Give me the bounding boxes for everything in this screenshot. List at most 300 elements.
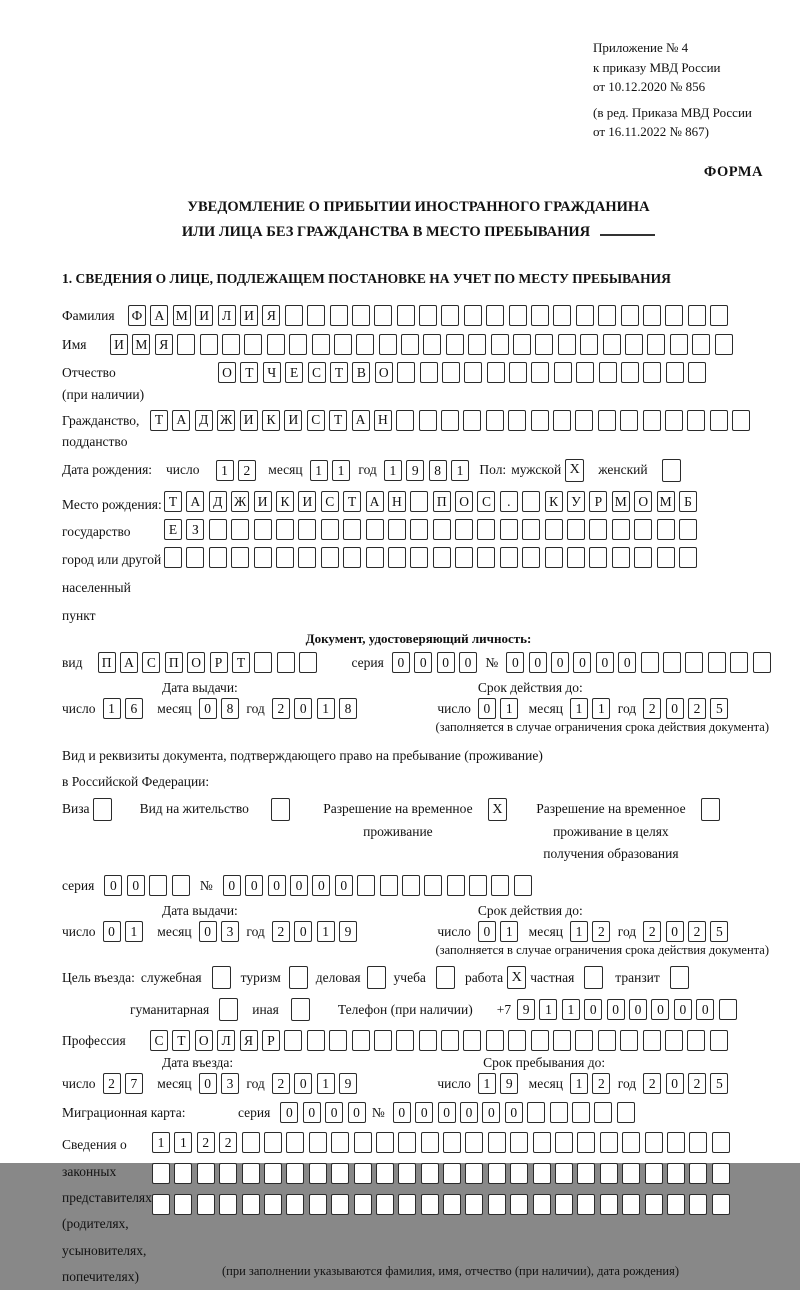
char-cell[interactable]: 0 <box>335 875 353 896</box>
char-cell[interactable] <box>354 1132 372 1153</box>
char-cell[interactable]: 0 <box>414 652 432 673</box>
char-cell[interactable] <box>331 1132 349 1153</box>
char-cell[interactable] <box>535 334 553 355</box>
char-cell[interactable] <box>589 547 607 568</box>
char-cell[interactable]: Р <box>589 491 607 512</box>
char-cell[interactable] <box>620 1030 638 1051</box>
char-cell[interactable] <box>689 1194 707 1215</box>
char-cell[interactable] <box>555 1163 573 1184</box>
char-cell[interactable]: 0 <box>478 698 496 719</box>
char-cell[interactable] <box>331 1163 349 1184</box>
char-cell[interactable] <box>486 305 504 326</box>
char-cell[interactable] <box>500 519 518 540</box>
char-cell[interactable] <box>603 334 621 355</box>
char-cell[interactable] <box>277 652 295 673</box>
char-cell[interactable] <box>397 305 415 326</box>
char-cell[interactable] <box>174 1194 192 1215</box>
char-cell[interactable]: 1 <box>570 921 588 942</box>
char-cell[interactable]: И <box>110 334 128 355</box>
char-cell[interactable]: Ж <box>231 491 249 512</box>
char-cell[interactable] <box>665 305 683 326</box>
char-cell[interactable] <box>197 1163 215 1184</box>
char-cell[interactable] <box>663 652 681 673</box>
char-cell[interactable]: 9 <box>517 999 535 1020</box>
char-cell[interactable] <box>442 362 460 383</box>
char-cell[interactable] <box>645 1132 663 1153</box>
char-cell[interactable]: С <box>477 491 495 512</box>
purpose-private-checkbox[interactable] <box>584 966 603 989</box>
char-cell[interactable]: 8 <box>221 698 239 719</box>
char-cell[interactable] <box>487 362 505 383</box>
char-cell[interactable] <box>598 1030 616 1051</box>
char-cell[interactable] <box>465 1163 483 1184</box>
char-cell[interactable]: Н <box>388 491 406 512</box>
char-cell[interactable] <box>576 362 594 383</box>
char-cell[interactable]: 3 <box>221 921 239 942</box>
char-cell[interactable] <box>730 652 748 673</box>
char-cell[interactable]: 2 <box>688 698 706 719</box>
char-cell[interactable] <box>666 362 684 383</box>
char-cell[interactable]: 2 <box>592 921 610 942</box>
char-cell[interactable] <box>254 519 272 540</box>
char-cell[interactable] <box>500 547 518 568</box>
char-cell[interactable]: 0 <box>438 1102 456 1123</box>
char-cell[interactable]: Я <box>262 305 280 326</box>
purpose-official-checkbox[interactable] <box>212 966 231 989</box>
char-cell[interactable] <box>464 362 482 383</box>
char-cell[interactable]: М <box>612 491 630 512</box>
char-cell[interactable] <box>447 875 465 896</box>
char-cell[interactable] <box>688 305 706 326</box>
char-cell[interactable] <box>374 1030 392 1051</box>
char-cell[interactable] <box>580 334 598 355</box>
char-cell[interactable]: Д <box>195 410 213 431</box>
char-cell[interactable] <box>443 1194 461 1215</box>
char-cell[interactable] <box>510 1132 528 1153</box>
char-cell[interactable] <box>441 410 459 431</box>
char-cell[interactable] <box>550 1102 568 1123</box>
char-cell[interactable]: Ч <box>263 362 281 383</box>
char-cell[interactable] <box>441 305 459 326</box>
char-cell[interactable] <box>307 1030 325 1051</box>
char-cell[interactable]: С <box>150 1030 168 1051</box>
char-cell[interactable]: 1 <box>539 999 557 1020</box>
char-cell[interactable] <box>594 1102 612 1123</box>
char-cell[interactable] <box>443 1132 461 1153</box>
char-cell[interactable]: 1 <box>384 460 402 481</box>
char-cell[interactable]: 8 <box>429 460 447 481</box>
char-cell[interactable]: 1 <box>310 460 328 481</box>
char-cell[interactable] <box>254 652 272 673</box>
char-cell[interactable] <box>643 362 661 383</box>
char-cell[interactable] <box>522 519 540 540</box>
char-cell[interactable] <box>424 875 442 896</box>
char-cell[interactable] <box>622 1163 640 1184</box>
char-cell[interactable]: 0 <box>506 652 524 673</box>
char-cell[interactable]: Т <box>343 491 361 512</box>
char-cell[interactable] <box>575 410 593 431</box>
char-cell[interactable]: 0 <box>573 652 591 673</box>
char-cell[interactable]: 1 <box>216 460 234 481</box>
char-cell[interactable] <box>554 362 572 383</box>
char-cell[interactable] <box>396 410 414 431</box>
char-cell[interactable] <box>343 547 361 568</box>
char-cell[interactable]: 0 <box>294 1073 312 1094</box>
char-cell[interactable] <box>712 1132 730 1153</box>
char-cell[interactable] <box>477 547 495 568</box>
char-cell[interactable] <box>463 410 481 431</box>
char-cell[interactable] <box>410 547 428 568</box>
char-cell[interactable] <box>352 1030 370 1051</box>
char-cell[interactable]: 0 <box>618 652 636 673</box>
char-cell[interactable] <box>242 1132 260 1153</box>
char-cell[interactable] <box>634 547 652 568</box>
char-cell[interactable] <box>712 1194 730 1215</box>
char-cell[interactable] <box>567 519 585 540</box>
char-cell[interactable] <box>379 334 397 355</box>
char-cell[interactable] <box>388 547 406 568</box>
char-cell[interactable]: А <box>186 491 204 512</box>
char-cell[interactable]: 5 <box>710 1073 728 1094</box>
char-cell[interactable] <box>533 1132 551 1153</box>
char-cell[interactable]: 2 <box>219 1132 237 1153</box>
purpose-humanitarian-checkbox[interactable] <box>219 998 238 1021</box>
char-cell[interactable] <box>643 305 661 326</box>
char-cell[interactable]: 0 <box>666 921 684 942</box>
char-cell[interactable]: 0 <box>529 652 547 673</box>
char-cell[interactable] <box>366 547 384 568</box>
char-cell[interactable] <box>488 1163 506 1184</box>
char-cell[interactable]: 2 <box>272 698 290 719</box>
char-cell[interactable] <box>222 334 240 355</box>
char-cell[interactable]: 0 <box>104 875 122 896</box>
char-cell[interactable] <box>665 1030 683 1051</box>
char-cell[interactable] <box>531 410 549 431</box>
char-cell[interactable] <box>398 1132 416 1153</box>
char-cell[interactable]: 1 <box>478 1073 496 1094</box>
char-cell[interactable] <box>374 305 392 326</box>
char-cell[interactable] <box>285 305 303 326</box>
char-cell[interactable] <box>667 1132 685 1153</box>
char-cell[interactable] <box>708 652 726 673</box>
purpose-tourism-checkbox[interactable] <box>289 966 308 989</box>
char-cell[interactable] <box>231 519 249 540</box>
char-cell[interactable]: Т <box>164 491 182 512</box>
char-cell[interactable] <box>558 334 576 355</box>
char-cell[interactable]: 9 <box>339 921 357 942</box>
char-cell[interactable] <box>531 362 549 383</box>
char-cell[interactable]: К <box>262 410 280 431</box>
char-cell[interactable] <box>433 547 451 568</box>
char-cell[interactable]: 1 <box>152 1132 170 1153</box>
char-cell[interactable] <box>710 410 728 431</box>
char-cell[interactable]: 0 <box>651 999 669 1020</box>
char-cell[interactable]: Т <box>232 652 250 673</box>
char-cell[interactable] <box>352 305 370 326</box>
char-cell[interactable]: 1 <box>103 698 121 719</box>
char-cell[interactable]: С <box>321 491 339 512</box>
char-cell[interactable] <box>312 334 330 355</box>
char-cell[interactable]: Р <box>262 1030 280 1051</box>
char-cell[interactable] <box>553 410 571 431</box>
char-cell[interactable] <box>219 1163 237 1184</box>
char-cell[interactable] <box>612 519 630 540</box>
char-cell[interactable] <box>419 305 437 326</box>
char-cell[interactable] <box>670 334 688 355</box>
char-cell[interactable] <box>577 1132 595 1153</box>
char-cell[interactable] <box>423 334 441 355</box>
purpose-study-checkbox[interactable] <box>436 966 455 989</box>
char-cell[interactable] <box>600 1132 618 1153</box>
char-cell[interactable] <box>441 1030 459 1051</box>
char-cell[interactable]: С <box>308 362 326 383</box>
char-cell[interactable] <box>712 1163 730 1184</box>
char-cell[interactable]: 0 <box>312 875 330 896</box>
char-cell[interactable] <box>689 1163 707 1184</box>
char-cell[interactable] <box>398 1194 416 1215</box>
char-cell[interactable] <box>366 519 384 540</box>
char-cell[interactable]: 0 <box>245 875 263 896</box>
char-cell[interactable]: 2 <box>643 921 661 942</box>
char-cell[interactable] <box>309 1194 327 1215</box>
char-cell[interactable]: 0 <box>415 1102 433 1123</box>
char-cell[interactable] <box>692 334 710 355</box>
char-cell[interactable] <box>753 652 771 673</box>
temp-residence-education-checkbox[interactable] <box>701 798 720 821</box>
char-cell[interactable]: 0 <box>393 1102 411 1123</box>
char-cell[interactable]: 2 <box>103 1073 121 1094</box>
sex-female-checkbox[interactable] <box>662 459 681 482</box>
char-cell[interactable]: П <box>98 652 116 673</box>
char-cell[interactable] <box>397 362 415 383</box>
char-cell[interactable]: 0 <box>103 921 121 942</box>
char-cell[interactable] <box>410 491 428 512</box>
char-cell[interactable] <box>545 519 563 540</box>
char-cell[interactable] <box>634 519 652 540</box>
char-cell[interactable]: Д <box>209 491 227 512</box>
char-cell[interactable] <box>455 547 473 568</box>
char-cell[interactable] <box>509 305 527 326</box>
char-cell[interactable]: К <box>545 491 563 512</box>
char-cell[interactable]: 1 <box>570 698 588 719</box>
char-cell[interactable]: 0 <box>325 1102 343 1123</box>
char-cell[interactable] <box>276 519 294 540</box>
char-cell[interactable] <box>555 1132 573 1153</box>
char-cell[interactable] <box>491 875 509 896</box>
char-cell[interactable]: С <box>142 652 160 673</box>
char-cell[interactable]: К <box>276 491 294 512</box>
char-cell[interactable]: О <box>455 491 473 512</box>
char-cell[interactable]: 2 <box>592 1073 610 1094</box>
char-cell[interactable] <box>421 1163 439 1184</box>
char-cell[interactable] <box>667 1194 685 1215</box>
char-cell[interactable] <box>330 305 348 326</box>
char-cell[interactable] <box>577 1194 595 1215</box>
char-cell[interactable]: Н <box>374 410 392 431</box>
char-cell[interactable]: 1 <box>317 921 335 942</box>
char-cell[interactable] <box>209 519 227 540</box>
char-cell[interactable]: О <box>634 491 652 512</box>
char-cell[interactable] <box>531 1030 549 1051</box>
char-cell[interactable] <box>298 547 316 568</box>
char-cell[interactable] <box>231 547 249 568</box>
char-cell[interactable]: 0 <box>666 1073 684 1094</box>
char-cell[interactable] <box>321 519 339 540</box>
char-cell[interactable]: Б <box>679 491 697 512</box>
char-cell[interactable]: 0 <box>127 875 145 896</box>
char-cell[interactable]: 2 <box>688 1073 706 1094</box>
char-cell[interactable]: А <box>366 491 384 512</box>
char-cell[interactable]: 0 <box>459 652 477 673</box>
char-cell[interactable]: Т <box>330 362 348 383</box>
char-cell[interactable] <box>488 1194 506 1215</box>
char-cell[interactable]: 0 <box>199 921 217 942</box>
char-cell[interactable] <box>645 1163 663 1184</box>
char-cell[interactable] <box>398 1163 416 1184</box>
char-cell[interactable] <box>242 1163 260 1184</box>
char-cell[interactable]: 2 <box>272 1073 290 1094</box>
char-cell[interactable] <box>356 334 374 355</box>
char-cell[interactable] <box>576 305 594 326</box>
char-cell[interactable] <box>468 334 486 355</box>
char-cell[interactable] <box>309 1163 327 1184</box>
char-cell[interactable] <box>172 875 190 896</box>
char-cell[interactable] <box>149 875 167 896</box>
char-cell[interactable]: 0 <box>666 698 684 719</box>
char-cell[interactable] <box>625 334 643 355</box>
char-cell[interactable] <box>264 1194 282 1215</box>
char-cell[interactable] <box>687 410 705 431</box>
char-cell[interactable]: 2 <box>197 1132 215 1153</box>
char-cell[interactable] <box>446 334 464 355</box>
char-cell[interactable]: З <box>186 519 204 540</box>
char-cell[interactable]: И <box>240 305 258 326</box>
char-cell[interactable]: О <box>218 362 236 383</box>
char-cell[interactable]: 1 <box>500 921 518 942</box>
char-cell[interactable] <box>174 1163 192 1184</box>
char-cell[interactable]: 1 <box>562 999 580 1020</box>
char-cell[interactable] <box>465 1194 483 1215</box>
char-cell[interactable] <box>598 410 616 431</box>
char-cell[interactable] <box>200 334 218 355</box>
char-cell[interactable]: 1 <box>174 1132 192 1153</box>
char-cell[interactable]: О <box>195 1030 213 1051</box>
char-cell[interactable]: П <box>165 652 183 673</box>
char-cell[interactable] <box>621 305 639 326</box>
char-cell[interactable] <box>510 1194 528 1215</box>
char-cell[interactable] <box>321 547 339 568</box>
char-cell[interactable] <box>420 362 438 383</box>
char-cell[interactable]: А <box>150 305 168 326</box>
char-cell[interactable]: 0 <box>199 698 217 719</box>
char-cell[interactable]: 0 <box>482 1102 500 1123</box>
char-cell[interactable] <box>343 519 361 540</box>
char-cell[interactable]: 0 <box>303 1102 321 1123</box>
char-cell[interactable] <box>732 410 750 431</box>
char-cell[interactable] <box>329 1030 347 1051</box>
char-cell[interactable]: 0 <box>478 921 496 942</box>
char-cell[interactable] <box>289 334 307 355</box>
char-cell[interactable]: 2 <box>643 1073 661 1094</box>
char-cell[interactable]: Ж <box>217 410 235 431</box>
char-cell[interactable] <box>388 519 406 540</box>
char-cell[interactable] <box>509 362 527 383</box>
char-cell[interactable]: 1 <box>317 698 335 719</box>
char-cell[interactable]: 0 <box>505 1102 523 1123</box>
char-cell[interactable] <box>164 547 182 568</box>
char-cell[interactable] <box>715 334 733 355</box>
char-cell[interactable]: И <box>254 491 272 512</box>
char-cell[interactable] <box>612 547 630 568</box>
char-cell[interactable] <box>419 1030 437 1051</box>
char-cell[interactable] <box>555 1194 573 1215</box>
char-cell[interactable]: Л <box>218 305 236 326</box>
char-cell[interactable] <box>354 1194 372 1215</box>
char-cell[interactable] <box>380 875 398 896</box>
residence-permit-checkbox[interactable] <box>271 798 290 821</box>
char-cell[interactable] <box>354 1163 372 1184</box>
char-cell[interactable] <box>401 334 419 355</box>
char-cell[interactable] <box>719 999 737 1020</box>
char-cell[interactable] <box>186 547 204 568</box>
char-cell[interactable] <box>553 1030 571 1051</box>
char-cell[interactable]: И <box>298 491 316 512</box>
char-cell[interactable] <box>647 334 665 355</box>
char-cell[interactable] <box>600 1194 618 1215</box>
char-cell[interactable] <box>710 305 728 326</box>
char-cell[interactable] <box>545 547 563 568</box>
char-cell[interactable] <box>522 547 540 568</box>
char-cell[interactable] <box>402 875 420 896</box>
char-cell[interactable]: 0 <box>551 652 569 673</box>
char-cell[interactable]: 2 <box>272 921 290 942</box>
char-cell[interactable] <box>567 547 585 568</box>
char-cell[interactable]: 1 <box>125 921 143 942</box>
char-cell[interactable] <box>244 334 262 355</box>
char-cell[interactable]: 2 <box>238 460 256 481</box>
char-cell[interactable] <box>419 410 437 431</box>
char-cell[interactable] <box>508 410 526 431</box>
temp-residence-checkbox[interactable]: X <box>488 798 507 821</box>
char-cell[interactable]: 1 <box>317 1073 335 1094</box>
char-cell[interactable]: 0 <box>199 1073 217 1094</box>
char-cell[interactable]: 0 <box>460 1102 478 1123</box>
char-cell[interactable] <box>679 547 697 568</box>
char-cell[interactable] <box>357 875 375 896</box>
char-cell[interactable]: 0 <box>629 999 647 1020</box>
char-cell[interactable]: 1 <box>592 698 610 719</box>
char-cell[interactable]: 0 <box>437 652 455 673</box>
char-cell[interactable] <box>665 410 683 431</box>
purpose-other-checkbox[interactable] <box>291 998 310 1021</box>
char-cell[interactable]: М <box>132 334 150 355</box>
char-cell[interactable]: А <box>120 652 138 673</box>
char-cell[interactable] <box>657 547 675 568</box>
char-cell[interactable]: Е <box>285 362 303 383</box>
char-cell[interactable] <box>589 519 607 540</box>
char-cell[interactable] <box>421 1132 439 1153</box>
char-cell[interactable]: 1 <box>500 698 518 719</box>
char-cell[interactable]: 9 <box>406 460 424 481</box>
char-cell[interactable] <box>376 1163 394 1184</box>
char-cell[interactable]: 5 <box>710 921 728 942</box>
char-cell[interactable]: 0 <box>607 999 625 1020</box>
purpose-business-checkbox[interactable] <box>367 966 386 989</box>
char-cell[interactable]: 3 <box>221 1073 239 1094</box>
char-cell[interactable] <box>376 1194 394 1215</box>
char-cell[interactable] <box>685 652 703 673</box>
char-cell[interactable] <box>513 334 531 355</box>
